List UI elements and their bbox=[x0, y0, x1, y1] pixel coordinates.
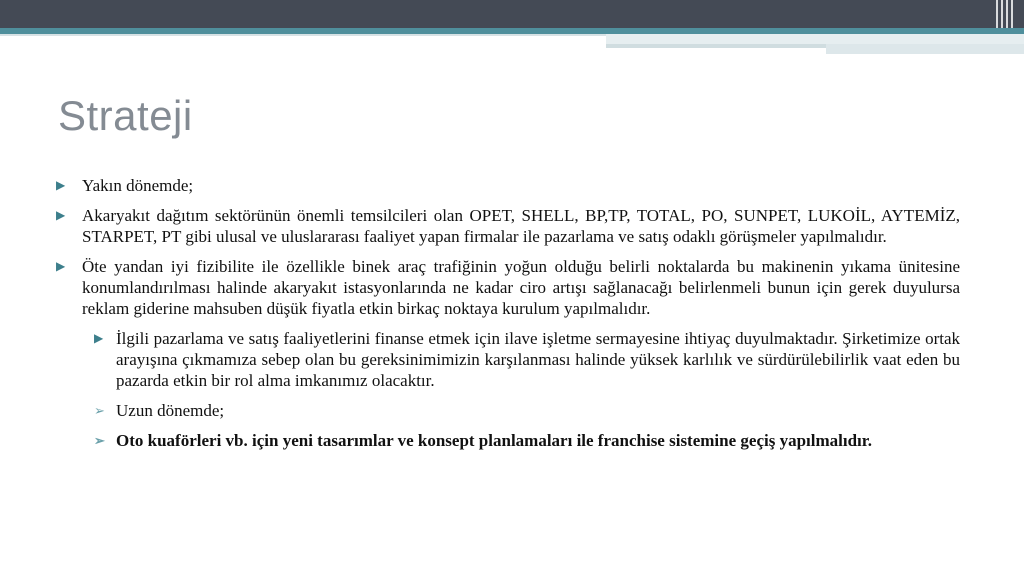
decor-bar bbox=[606, 44, 826, 48]
sub-bullet-item bbox=[56, 400, 960, 421]
bullet-text: Öte yandan iyi fizibilite ile özellikle binek araç trafiğinin yoğun olduğu belirli noktalarda bu makinenin yıkama ünitesine konumlandırılması halinde akaryakıt istasyonlarında ne kadar ciro artışı sağlanacağı belirlenmeli bunun için gerek duyulursa reklam giderine mahsuben düşük fiyatla etkin birkaç noktaya kurulum yapılmalıdır. bbox=[82, 257, 960, 318]
bullet-text: Yakın dönemde; bbox=[82, 176, 194, 195]
bullet-item bbox=[56, 256, 960, 319]
decor-bar bbox=[0, 34, 606, 36]
bullet-text: Akaryakıt dağıtım sektörünün önemli temsilcileri olan OPET, SHELL, BP,TP, TOTAL, PO, SUNPET, LUKOİL, AYTEMİZ, STARPET, PT gibi ulusal ve uluslararası faaliyet yapan firmalar ile pazarlama ve satış odaklı görüşmeler yapılmalıdır. bbox=[82, 206, 960, 246]
triangle-right-icon: ▶ bbox=[56, 178, 66, 192]
slide-body bbox=[56, 175, 960, 460]
triangle-right-icon: ▶ bbox=[56, 208, 66, 222]
triangle-right-icon: ▶ bbox=[56, 259, 66, 273]
decor-bar bbox=[606, 34, 1024, 44]
triangle-right-icon: ▶ bbox=[94, 331, 104, 345]
slide-title: Strateji bbox=[58, 92, 193, 139]
sub-bullet-item bbox=[56, 328, 960, 391]
chevron-right-icon: ➢ bbox=[94, 433, 105, 448]
bullet-item bbox=[56, 175, 960, 196]
bullet-text: Oto kuaförleri vb. için yeni tasarımlar ve konsept planlamaları ile franchise sistemine geçiş yapılmalıdır. bbox=[116, 431, 873, 450]
bullet-text: Uzun dönemde; bbox=[116, 401, 225, 420]
bullet-item bbox=[56, 205, 960, 247]
bullet-text: İlgili pazarlama ve satış faaliyetlerini finanse etmek için ilave işletme sermayesine ihtiyaç duyulmaktadır. Şirketimize ortak arayışına çıkmamıza sebep olan bu gereksinimimizin karşılanması halinde yüksek karlılık ve sürdürülebilirlik vaat eden bu pazarda etkin bir rol alma imkanımız olacaktır. bbox=[116, 329, 960, 390]
sub-bullet-item bbox=[56, 430, 960, 451]
chevron-right-icon: ➢ bbox=[94, 403, 105, 418]
header-band bbox=[0, 0, 1024, 28]
decor-bar bbox=[826, 44, 1024, 54]
